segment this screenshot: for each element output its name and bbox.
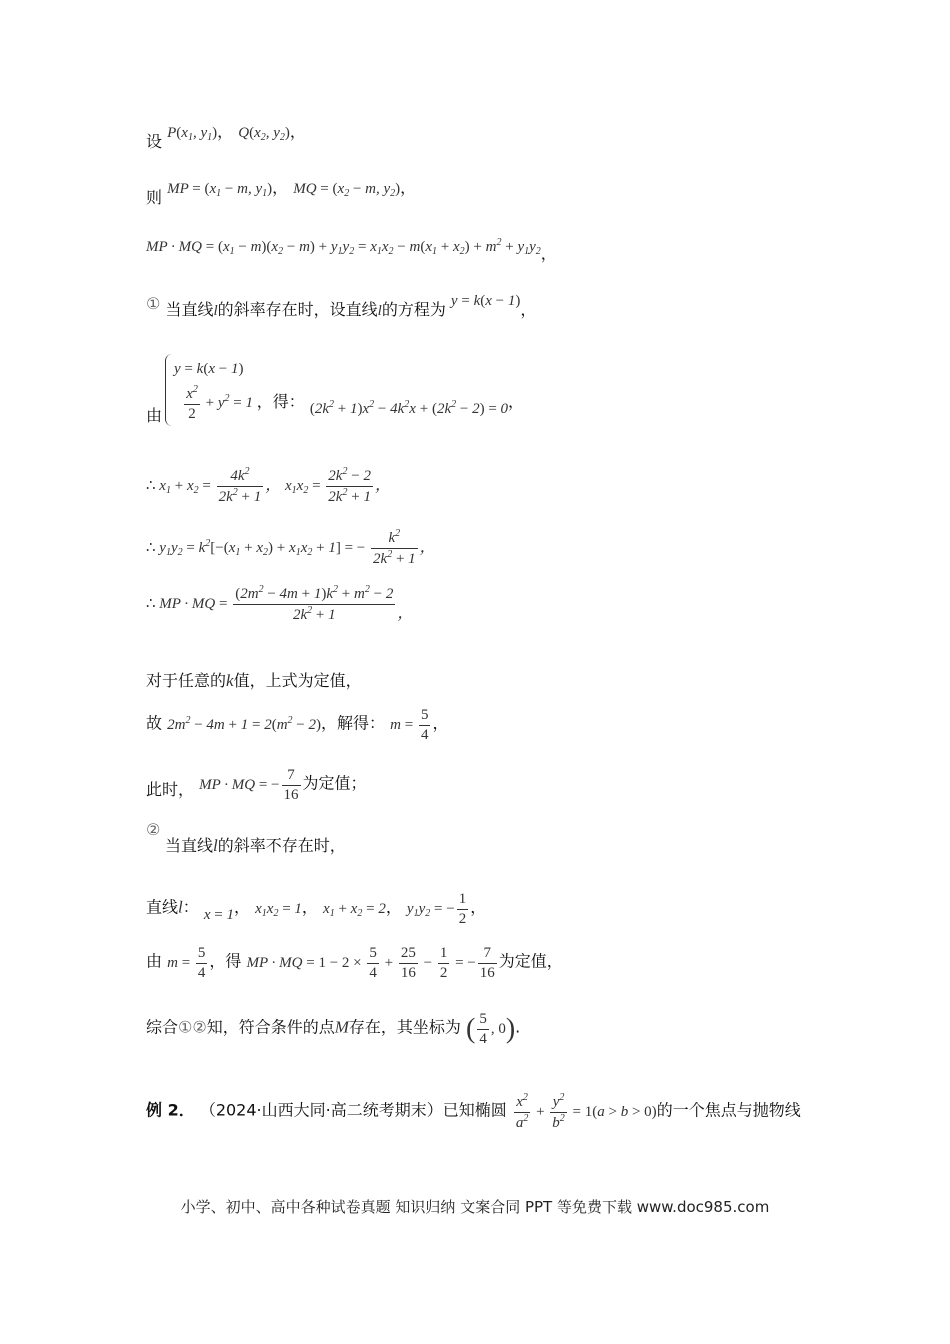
line-by-m	[146, 944, 563, 983]
formula-vieta: ∴ $x_1 + x_2$ = $\frac{4k^2}{2k^2 + 1}$ ， $x_1x_2$ = $\frac{2k^2 - 2}{2k^2 + 1}$ ，	[146, 466, 391, 505]
text-is-const: 为定值；	[302, 773, 367, 793]
label-get-2: ，得	[209, 951, 242, 971]
formula-coordinate: ( $\frac{5}{4}$ , 0)	[466, 1011, 516, 1047]
formula-verify: MP · MQ = 1 − 2 × $\frac{5}{4}$ + $\frac{25}{16}$ − $\frac{1}{2}$ = − $\frac{7}{16}$	[246, 945, 495, 981]
label-then: 则	[146, 188, 163, 207]
formula-ellipse: $\frac{x^2}{a^2}$ + $\frac{y^2}{b^2}$ = 1(a > b > 0)	[515, 1092, 657, 1131]
formula-x-eq-1: x = 1	[203, 906, 234, 923]
text-is-const-2: 为定值，	[498, 951, 563, 971]
var-M: M	[334, 1017, 349, 1037]
text-any-k: 对于任意的	[146, 671, 227, 690]
label-hence: 故	[146, 713, 163, 733]
formula-sum-2: $x_1 + x_2 = 2$	[323, 900, 386, 919]
text-summary-b: 知，符合条件的点	[206, 1017, 335, 1037]
label-solve: ，解得：	[321, 713, 386, 733]
var-l-3: l	[213, 836, 218, 855]
line-y1y2	[146, 528, 436, 569]
line-mpmq-expr	[146, 584, 413, 625]
system-eq1: y = k(x − 1)	[174, 361, 244, 377]
formula-Q: $Q(x_2$, $y_2$)	[238, 125, 290, 143]
text-case2-a: 当直线	[165, 836, 214, 855]
text-summary-c: 存在，其坐标为	[348, 1017, 461, 1037]
var-k: k	[226, 671, 234, 690]
var-l: l	[213, 303, 218, 319]
text-case1-b: 的斜率存在时，设直线	[217, 300, 378, 319]
label-line-l: 直线	[146, 897, 179, 917]
example-source: （2024·山西大同·高二统考期末）已知椭圆	[199, 1100, 507, 1120]
formula-y1y2: ∴ $y_1y_2 = k^2[-(x_1 + x_2) + x_1x_2 + 1]$ = − $\frac{k^2}{2k^2 + 1}$ ，	[146, 528, 436, 567]
formula-P: $P(x_1$, $y_1$)	[167, 125, 218, 143]
text-summary-a: 综合	[146, 1017, 179, 1037]
line-case2-label	[146, 822, 160, 838]
formula-quadratic: $(2k^2 + 1)x^2 - 4k^2x + (2k^2 - 2) = 0$	[309, 399, 509, 418]
example-label: 例 2．	[146, 1100, 195, 1120]
line-case2	[165, 837, 346, 854]
line-system: 由 $\frac{x^2}{2}$ + $y^2 = 1$ ，得： $(2k^2 + 1)x^2 - 4k^2x + (2k^2 - 2) = 0$，	[146, 384, 525, 426]
footer-banner: 小学、初中、高中各种试卷真题 知识归纳 文案合同 PPT 等免费下载 www.doc985.com	[180, 1198, 770, 1216]
line-let-points: 设 $P(x_1$, $y_1$)， $Q(x_2$, $y_2$)，	[146, 122, 306, 151]
line-example2	[146, 1092, 801, 1133]
line-now	[146, 766, 367, 805]
line-summary: 综合①②知，符合条件的点M存在，其坐标为 ( $\frac{5}{4}$ , 0).	[146, 1011, 521, 1047]
text-case1-c: 的方程为	[381, 300, 446, 319]
text-case2-b: 的斜率不存在时，	[217, 836, 346, 855]
formula-m-5-4: m = $\frac{5}{4}$	[167, 945, 206, 981]
text-any-k-rest: 值，上式为定值，	[233, 671, 362, 690]
label-let: 设	[146, 132, 163, 151]
formula-dot: MP · MQ = $(x_1 - m)(x_2 - m) + y_1y_2 = x_1x_2 - m(x_1 + x_2) + m^2 + y_1y_2$	[146, 237, 541, 257]
circled-both: ①②	[178, 1017, 207, 1037]
formula-MQ: MQ = ($x_2 - m$, $y_2$)	[293, 181, 401, 199]
formula-y1y2-half: $y_1y_2$ = − $\frac{1}{2}$	[406, 891, 467, 927]
line-hence: 故 $2m^2 - 4m + 1 = 2(m^2 - 2)$，解得： m = $\frac{5}{4}$ ，	[146, 707, 449, 743]
text-case1-a: 当直线	[165, 300, 214, 319]
line-case1: ① 当直线l的斜率存在时，设直线l的方程为 y = k(x − 1)，	[146, 293, 537, 319]
line-vieta	[146, 466, 391, 507]
formula-MP: MP = ($x_1 - m$, $y_1$)	[167, 181, 273, 199]
line-dot-product: MP · MQ = $(x_1 - m)(x_2 - m) + y_1y_2 = x_1x_2 - m(x_1 + x_2) + m^2 + y_1y_2$，	[146, 237, 557, 263]
circled-one: ①	[146, 294, 161, 313]
label-now: 此时，	[146, 779, 195, 799]
system-eq2: $\frac{x^2}{2}$ + $y^2 = 1$	[186, 384, 257, 422]
label-get: ，得：	[256, 392, 305, 412]
formula-x1x2-1: $x_1x_2 = 1$	[255, 900, 302, 919]
label-by-2: 由	[146, 951, 163, 971]
line-any-k	[146, 672, 362, 689]
var-l-2: l	[377, 303, 382, 319]
formula-line-eq: y = k(x − 1)	[450, 293, 521, 309]
line-vectors: 则 MP = ($x_1 - m$, $y_1$)， MQ = ($x_2 - m$, $y_2$)，	[146, 178, 417, 207]
line-vertical: 直线l： x = 1， $x_1x_2 = 1$， $x_1 + x_2 = 2$， $y_1y_2$ = − $\frac{1}{2}$ ，	[146, 891, 487, 927]
formula-const-value: MP · MQ = − $\frac{7}{16}$	[199, 767, 299, 803]
circled-two: ②	[146, 820, 161, 839]
example-tail: 的一个焦点与抛物线	[656, 1100, 801, 1120]
var-l-4: l	[178, 897, 183, 917]
formula-condition: $2m^2 - 4m + 1 = 2(m^2 - 2)$	[167, 714, 322, 733]
formula-mpmq: ∴ MP · MQ = $\frac{(2m^2 - 4m + 1)k^2 + m^2 - 2}{2k^2 + 1}$ ，	[146, 584, 414, 623]
label-by: 由	[146, 406, 163, 426]
formula-m-value: m = $\frac{5}{4}$	[390, 707, 429, 743]
